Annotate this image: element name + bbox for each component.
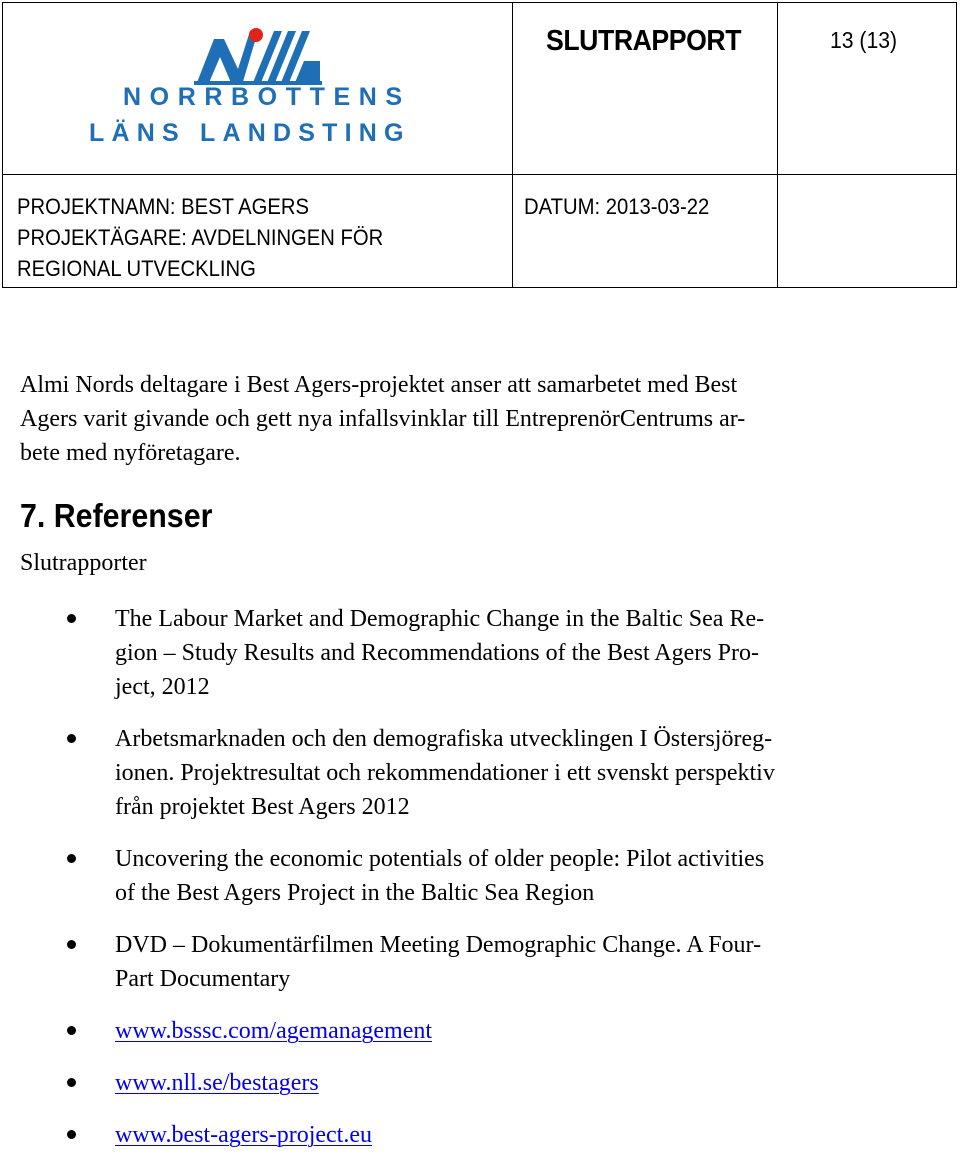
empty-cell <box>778 175 957 288</box>
subheading: Slutrapporter <box>20 550 147 576</box>
section-heading: 7. Referenser <box>20 497 213 534</box>
organization-logo <box>89 21 429 161</box>
reference-line: från projektet Best Agers 2012 <box>115 794 410 820</box>
page-indicator: 13 (13) <box>830 27 898 53</box>
logo-cell <box>3 3 513 175</box>
bullet-icon <box>67 1026 76 1035</box>
reference-line: gion – Study Results and Recommendations of the Best Agers Pro- <box>115 640 759 666</box>
list-item <box>0 1118 940 1152</box>
reference-line: ject, 2012 <box>115 674 210 700</box>
intro-line: Almi Nords deltagare i Best Agers-projektet anser att samarbetet med Best <box>20 372 738 398</box>
list-item <box>0 1066 940 1100</box>
bullet-icon <box>67 1130 76 1139</box>
bullet-icon <box>67 940 76 949</box>
logo-text-line-2: LÄNS LANDSTING <box>89 119 411 147</box>
list-item <box>0 842 940 910</box>
list-item <box>0 602 940 704</box>
reference-line: The Labour Market and Demographic Change in the Baltic Sea Re- <box>115 606 765 632</box>
logo-mark-icon <box>194 25 324 87</box>
bullet-icon <box>67 734 76 743</box>
link-best-agers-project[interactable]: www.best-agers-project.eu <box>115 1122 373 1148</box>
reference-line: ionen. Projektresultat och rekommendationer i ett svenskt perspektiv <box>115 760 775 786</box>
reference-line: Uncovering the economic potentials of older people: Pilot activities <box>115 846 765 872</box>
intro-line: Agers varit givande och gett nya infallsvinklar till EntreprenörCentrums ar- <box>20 406 746 432</box>
list-item <box>0 1014 940 1048</box>
reference-line: Part Documentary <box>115 966 291 992</box>
project-owner: PROJEKTÄGARE: AVDELNINGEN FÖR <box>17 225 384 250</box>
title-cell <box>513 3 778 175</box>
project-name: PROJEKTNAMN: BEST AGERS <box>17 194 310 219</box>
intro-paragraph <box>20 368 900 470</box>
bullet-icon <box>67 1078 76 1087</box>
page-cell <box>778 3 957 175</box>
report-title: SLUTRAPPORT <box>546 25 742 57</box>
project-owner-continued: REGIONAL UTVECKLING <box>17 256 256 281</box>
bullet-icon <box>67 614 76 623</box>
link-nll-bestagers[interactable]: www.nll.se/bestagers <box>115 1070 319 1096</box>
report-date: DATUM: 2013-03-22 <box>524 194 710 219</box>
project-info <box>17 191 383 284</box>
reference-line: Arbetsmarknaden och den demografiska utvecklingen I Östersjöreg- <box>115 726 773 752</box>
bullet-icon <box>67 854 76 863</box>
link-bsssc-agemanagement[interactable]: www.bsssc.com/agemanagement <box>115 1018 433 1044</box>
list-item <box>0 928 940 996</box>
reference-line: of the Best Agers Project in the Baltic Sea Region <box>115 880 595 906</box>
reference-line: DVD – Dokumentärfilmen Meeting Demographic Change. A Four- <box>115 932 762 958</box>
list-item <box>0 722 940 824</box>
reference-list <box>0 602 940 1170</box>
logo-text-line-1: NORRBOTTENS <box>123 83 411 111</box>
intro-line: bete med nyföretagare. <box>20 440 241 466</box>
